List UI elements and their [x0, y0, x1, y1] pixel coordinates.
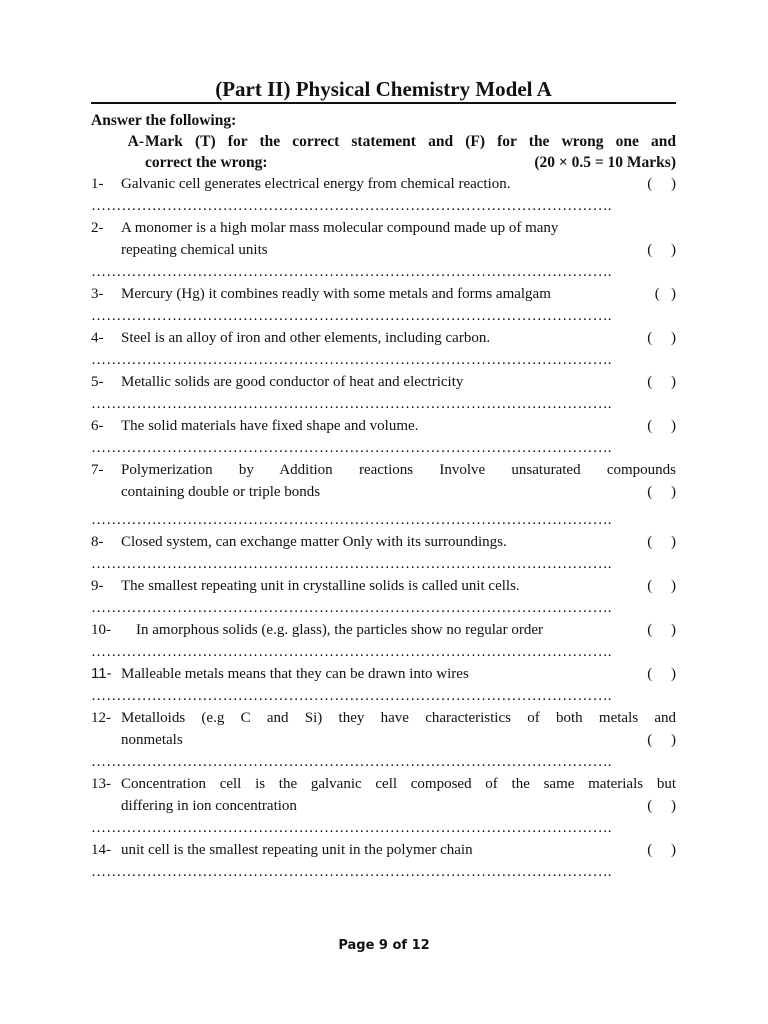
section-letter: A- [127, 133, 144, 150]
question-text: unit cell is the smallest repeating unit in the polymer chain [121, 842, 473, 858]
question-text: Malleable metals means that they can be drawn into wires [121, 666, 469, 682]
section-marks: (20 × 0.5 = 10 Marks) [534, 154, 676, 171]
question-number: 8- [91, 534, 104, 550]
question-item [91, 663, 676, 707]
correction-line[interactable]: …………………………………………………………………………………………. [91, 754, 612, 770]
question-item [91, 619, 676, 663]
answer-blank[interactable]: ( ) [647, 666, 676, 682]
answer-blank[interactable]: ( ) [647, 578, 676, 594]
correction-line[interactable]: …………………………………………………………………………………………. [91, 198, 612, 214]
answer-blank[interactable]: ( ) [647, 534, 676, 550]
correction-line[interactable]: …………………………………………………………………………………………. [91, 644, 612, 660]
section-a-header [91, 131, 676, 173]
instruction-heading: Answer the following: [91, 112, 237, 129]
question-text: Metallic solids are good conductor of heat and electricity [121, 374, 464, 390]
correction-line[interactable]: …………………………………………………………………………………………. [91, 556, 612, 572]
question-number: 10- [91, 622, 111, 638]
question-item [91, 531, 676, 575]
question-text: Metalloids (e.g C and Si) they have characteristics of both metals and [121, 710, 676, 726]
question-text: The smallest repeating unit in crystalline solids is called unit cells. [121, 578, 520, 594]
question-item [91, 575, 676, 619]
answer-blank[interactable]: ( ) [647, 622, 676, 638]
section-instruction-line1: Mark (T) for the correct statement and (F) for the wrong one and [145, 133, 676, 150]
answer-blank[interactable]: ( ) [654, 286, 676, 302]
answer-blank[interactable]: ( ) [647, 732, 676, 748]
question-item [91, 773, 676, 839]
question-text: Steel is an alloy of iron and other elements, including carbon. [121, 330, 491, 346]
answer-blank[interactable]: ( ) [647, 176, 676, 192]
question-number: 9- [91, 578, 104, 594]
correction-line[interactable]: …………………………………………………………………………………………. [91, 264, 612, 280]
question-text: Closed system, can exchange matter Only with its surroundings. [121, 534, 507, 550]
question-number: 14- [91, 842, 111, 858]
question-text: A monomer is a high molar mass molecular compound made up of many [121, 220, 559, 236]
question-text-cont: differing in ion concentration [121, 798, 297, 814]
correction-line[interactable]: …………………………………………………………………………………………. [91, 352, 612, 368]
answer-blank[interactable]: ( ) [647, 418, 676, 434]
answer-blank[interactable]: ( ) [647, 484, 676, 500]
question-number: 4- [91, 330, 104, 346]
question-number: 3- [91, 286, 104, 302]
question-text: In amorphous solids (e.g. glass), the particles show no regular order [136, 622, 543, 638]
answer-blank[interactable]: ( ) [647, 242, 676, 258]
question-number: 2- [91, 220, 104, 236]
correction-line[interactable]: …………………………………………………………………………………………. [91, 440, 612, 456]
question-text: The solid materials have fixed shape and volume. [121, 418, 419, 434]
question-item [91, 217, 676, 283]
question-number: 11- [91, 665, 112, 682]
question-number: 6- [91, 418, 104, 434]
question-item [91, 283, 676, 327]
question-number: 1- [91, 176, 104, 192]
question-item [91, 707, 676, 773]
question-item [91, 327, 676, 371]
question-number: 7- [91, 462, 104, 478]
question-text-cont: repeating chemical units [121, 242, 268, 258]
question-item [91, 371, 676, 415]
correction-line[interactable]: …………………………………………………………………………………………. [91, 308, 612, 324]
question-number: 12- [91, 710, 111, 726]
exam-page [91, 78, 676, 883]
page-number: Page 9 of 12 [338, 938, 430, 953]
correction-line[interactable]: …………………………………………………………………………………………. [91, 396, 612, 412]
correction-line[interactable]: …………………………………………………………………………………………. [91, 512, 612, 528]
correction-line[interactable]: …………………………………………………………………………………………. [91, 688, 612, 704]
question-item [91, 415, 676, 459]
question-text: Mercury (Hg) it combines readly with some metals and forms amalgam [121, 286, 551, 302]
answer-blank[interactable]: ( ) [647, 842, 676, 858]
question-number: 13- [91, 776, 111, 792]
question-text: Galvanic cell generates electrical energy from chemical reaction. [121, 176, 511, 192]
question-text-cont: containing double or triple bonds [121, 484, 321, 500]
correction-line[interactable]: …………………………………………………………………………………………. [91, 600, 612, 616]
answer-blank[interactable]: ( ) [647, 798, 676, 814]
question-text: Polymerization by Addition reactions Involve unsaturated compounds [121, 462, 676, 478]
question-item [91, 459, 676, 531]
page-title: (Part II) Physical Chemistry Model A [91, 78, 676, 104]
question-item [91, 173, 676, 217]
section-instruction-line2: correct the wrong: [145, 154, 268, 171]
answer-blank[interactable]: ( ) [647, 330, 676, 346]
correction-line[interactable]: …………………………………………………………………………………………. [91, 864, 612, 880]
question-text-cont: nonmetals [121, 732, 183, 748]
correction-line[interactable]: …………………………………………………………………………………………. [91, 820, 612, 836]
answer-blank[interactable]: ( ) [647, 374, 676, 390]
question-text: Concentration cell is the galvanic cell composed of the same materials but [121, 776, 676, 792]
question-item [91, 839, 676, 883]
question-number: 5- [91, 374, 104, 390]
